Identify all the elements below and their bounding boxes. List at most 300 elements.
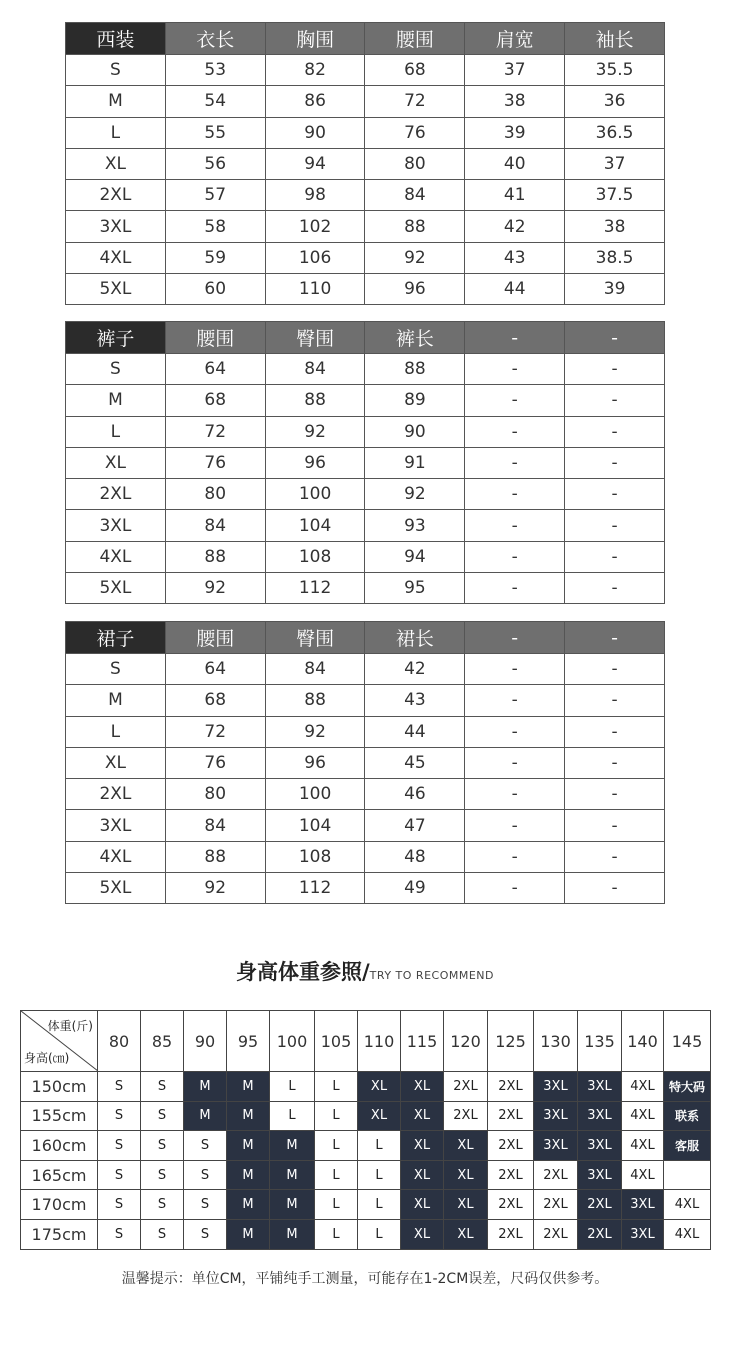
weight-header: 120 — [444, 1011, 488, 1072]
table-row — [66, 447, 665, 478]
height-row — [21, 1072, 711, 1102]
table-cell: 88 — [265, 385, 365, 416]
table-cell: 37.5 — [565, 180, 665, 211]
size-label: 2XL — [66, 479, 166, 510]
table-cell: 100 — [265, 779, 365, 810]
size-cell: S — [98, 1101, 141, 1131]
table-cell: - — [565, 747, 665, 778]
table-cell: - — [465, 447, 565, 478]
table-cell: - — [465, 416, 565, 447]
size-cell: 2XL — [488, 1131, 534, 1161]
table-cell: - — [465, 510, 565, 541]
height-label: 150cm — [21, 1072, 98, 1102]
table-cell: - — [565, 685, 665, 716]
table-cell: 84 — [365, 180, 465, 211]
table-cell: - — [565, 447, 665, 478]
table-row — [66, 873, 665, 904]
table-cell: 80 — [165, 779, 265, 810]
table-header-row — [66, 322, 665, 354]
size-cell: M — [227, 1101, 270, 1131]
column-header: 胸围 — [265, 23, 365, 55]
size-label: S — [66, 654, 166, 685]
table-cell: 42 — [365, 654, 465, 685]
column-header: 腰围 — [365, 23, 465, 55]
table-cell: 91 — [365, 447, 465, 478]
size-cell: S — [98, 1160, 141, 1190]
pants-size-table — [65, 321, 665, 604]
table-cell: 80 — [165, 479, 265, 510]
corner-weight-label: 体重(斤) — [47, 1019, 93, 1033]
size-cell: 2XL — [488, 1190, 534, 1220]
size-cell: XL — [401, 1101, 444, 1131]
table-cell: - — [465, 385, 565, 416]
table-cell: 64 — [165, 354, 265, 385]
table-cell: 84 — [265, 354, 365, 385]
table-cell: 53 — [165, 55, 265, 86]
table-cell: 48 — [365, 841, 465, 872]
table-row — [66, 779, 665, 810]
size-cell: 2XL — [488, 1101, 534, 1131]
table-cell: 38 — [565, 211, 665, 242]
column-header: 衣长 — [165, 23, 265, 55]
size-label: L — [66, 117, 166, 148]
table-cell: - — [565, 385, 665, 416]
size-cell: XL — [401, 1219, 444, 1249]
table-cell: 100 — [265, 479, 365, 510]
recommend-title-sub: TRY TO RECOMMEND — [369, 969, 494, 982]
size-cell: L — [358, 1131, 401, 1161]
size-cell: M — [227, 1131, 270, 1161]
size-cell: 4XL — [622, 1101, 664, 1131]
size-cell: XL — [444, 1219, 488, 1249]
table-cell: - — [465, 716, 565, 747]
weight-header: 145 — [664, 1011, 711, 1072]
table-header-row — [66, 23, 665, 55]
table-cell: 108 — [265, 841, 365, 872]
table-cell: 88 — [365, 354, 465, 385]
table-cell: 96 — [265, 747, 365, 778]
table-cell: - — [465, 541, 565, 572]
table-cell: 38.5 — [565, 242, 665, 273]
size-cell: 3XL — [578, 1072, 622, 1102]
table-row — [66, 55, 665, 86]
table-cell: 80 — [365, 148, 465, 179]
table-row — [66, 416, 665, 447]
size-label: 3XL — [66, 211, 166, 242]
size-cell: 4XL — [664, 1219, 711, 1249]
size-label: 4XL — [66, 242, 166, 273]
table-cell: 106 — [265, 242, 365, 273]
table-cell: - — [565, 510, 665, 541]
table-cell: 59 — [165, 242, 265, 273]
column-header: - — [565, 622, 665, 654]
column-header: 裤子 — [66, 322, 166, 354]
size-cell: XL — [444, 1131, 488, 1161]
table-row — [66, 180, 665, 211]
table-cell: 42 — [465, 211, 565, 242]
size-cell: XL — [444, 1160, 488, 1190]
table-cell: - — [565, 841, 665, 872]
size-cell: 3XL — [622, 1190, 664, 1220]
height-weight-table — [20, 1010, 711, 1250]
table-cell: 41 — [465, 180, 565, 211]
table-cell: 94 — [365, 541, 465, 572]
table-cell: 56 — [165, 148, 265, 179]
table-row — [66, 510, 665, 541]
table-cell: - — [565, 654, 665, 685]
table-row — [66, 117, 665, 148]
table-cell: 38 — [465, 86, 565, 117]
table-cell: - — [465, 479, 565, 510]
table-header-row — [66, 622, 665, 654]
size-cell: M — [270, 1190, 315, 1220]
table-cell: 98 — [265, 180, 365, 211]
table-cell: - — [465, 354, 565, 385]
table-cell: 37 — [565, 148, 665, 179]
size-cell: S — [98, 1190, 141, 1220]
table-cell: 72 — [365, 86, 465, 117]
size-cell: XL — [401, 1190, 444, 1220]
size-cell: XL — [358, 1101, 401, 1131]
table-cell: 104 — [265, 510, 365, 541]
size-cell: 2XL — [534, 1160, 578, 1190]
column-header: 肩宽 — [465, 23, 565, 55]
size-cell: M — [270, 1131, 315, 1161]
height-row — [21, 1219, 711, 1249]
size-cell: 2XL — [488, 1219, 534, 1249]
size-cell: 4XL — [622, 1072, 664, 1102]
size-cell: L — [315, 1101, 358, 1131]
table-cell: - — [565, 873, 665, 904]
table-row — [66, 211, 665, 242]
table-cell: 92 — [165, 873, 265, 904]
column-header: 袖长 — [565, 23, 665, 55]
column-header: 裙长 — [365, 622, 465, 654]
size-cell: S — [141, 1131, 184, 1161]
height-row — [21, 1190, 711, 1220]
height-row — [21, 1101, 711, 1131]
table-cell: 55 — [165, 117, 265, 148]
table-cell: 88 — [165, 541, 265, 572]
weight-header: 115 — [401, 1011, 444, 1072]
size-cell: 3XL — [578, 1131, 622, 1161]
table-cell: 40 — [465, 148, 565, 179]
table-cell: 49 — [365, 873, 465, 904]
table-cell: 95 — [365, 573, 465, 604]
size-label: 3XL — [66, 510, 166, 541]
size-cell: S — [184, 1160, 227, 1190]
size-cell: XL — [401, 1131, 444, 1161]
size-cell: S — [141, 1101, 184, 1131]
table-cell: 84 — [265, 654, 365, 685]
weight-header: 80 — [98, 1011, 141, 1072]
weight-header: 140 — [622, 1011, 664, 1072]
size-label: 5XL — [66, 274, 166, 305]
size-cell: 2XL — [578, 1219, 622, 1249]
empty-cell — [664, 1160, 711, 1190]
size-cell: M — [270, 1160, 315, 1190]
table-cell: 92 — [265, 416, 365, 447]
size-cell: 2XL — [578, 1190, 622, 1220]
recommend-title — [0, 956, 730, 986]
size-label: M — [66, 86, 166, 117]
size-cell: 2XL — [444, 1101, 488, 1131]
table-cell: - — [565, 779, 665, 810]
table-cell: 112 — [265, 873, 365, 904]
table-cell: - — [465, 810, 565, 841]
table-row — [66, 354, 665, 385]
size-cell: M — [227, 1160, 270, 1190]
size-cell: 3XL — [578, 1101, 622, 1131]
table-cell: 110 — [265, 274, 365, 305]
size-cell: 3XL — [534, 1072, 578, 1102]
table-cell: 36.5 — [565, 117, 665, 148]
size-cell: 4XL — [622, 1131, 664, 1161]
table-row — [66, 385, 665, 416]
table-cell: 86 — [265, 86, 365, 117]
size-cell: 3XL — [534, 1131, 578, 1161]
table-cell: 88 — [165, 841, 265, 872]
size-cell: S — [184, 1131, 227, 1161]
table-cell: 47 — [365, 810, 465, 841]
size-cell: S — [141, 1160, 184, 1190]
weight-header: 90 — [184, 1011, 227, 1072]
recommend-title-main: 身高体重参照/ — [236, 960, 370, 984]
size-cell: L — [315, 1160, 358, 1190]
size-cell: 2XL — [534, 1190, 578, 1220]
size-cell: M — [184, 1072, 227, 1102]
table-row — [66, 841, 665, 872]
table-cell: - — [465, 685, 565, 716]
suit-size-table — [65, 22, 665, 305]
table-cell: 45 — [365, 747, 465, 778]
size-cell: L — [315, 1190, 358, 1220]
table-cell: - — [465, 841, 565, 872]
column-header: 腰围 — [165, 322, 265, 354]
size-cell: 2XL — [444, 1072, 488, 1102]
table-cell: 92 — [365, 242, 465, 273]
size-cell: XL — [444, 1190, 488, 1220]
table-row — [66, 479, 665, 510]
size-cell: 2XL — [488, 1160, 534, 1190]
size-cell: S — [141, 1219, 184, 1249]
size-cell: S — [184, 1219, 227, 1249]
table-cell: 90 — [365, 416, 465, 447]
table-cell: 82 — [265, 55, 365, 86]
special-size-note: 客服 — [664, 1131, 711, 1161]
size-label: L — [66, 716, 166, 747]
column-header: - — [465, 322, 565, 354]
special-size-note: 联系 — [664, 1101, 711, 1131]
table-cell: 93 — [365, 510, 465, 541]
size-cell: L — [315, 1072, 358, 1102]
size-cell: S — [98, 1131, 141, 1161]
size-cell: 3XL — [534, 1101, 578, 1131]
table-cell: 84 — [165, 510, 265, 541]
table-cell: 44 — [365, 716, 465, 747]
table-cell: 76 — [165, 747, 265, 778]
table-cell: - — [565, 573, 665, 604]
table-cell: - — [465, 779, 565, 810]
table-cell: 94 — [265, 148, 365, 179]
table-cell: 35.5 — [565, 55, 665, 86]
column-header: 腰围 — [165, 622, 265, 654]
column-header: 臀围 — [265, 322, 365, 354]
size-label: XL — [66, 447, 166, 478]
size-label: 2XL — [66, 180, 166, 211]
size-label: 4XL — [66, 841, 166, 872]
weight-header: 105 — [315, 1011, 358, 1072]
size-cell: S — [98, 1219, 141, 1249]
table-cell: 44 — [465, 274, 565, 305]
size-cell: XL — [401, 1072, 444, 1102]
table-cell: 58 — [165, 211, 265, 242]
size-label: 5XL — [66, 573, 166, 604]
weight-header: 100 — [270, 1011, 315, 1072]
weight-header: 135 — [578, 1011, 622, 1072]
size-label: 5XL — [66, 873, 166, 904]
table-cell: 43 — [465, 242, 565, 273]
size-cell: 4XL — [664, 1190, 711, 1220]
size-label: 2XL — [66, 779, 166, 810]
size-label: 3XL — [66, 810, 166, 841]
table-cell: 57 — [165, 180, 265, 211]
weight-header: 130 — [534, 1011, 578, 1072]
table-cell: 96 — [365, 274, 465, 305]
table-cell: 96 — [265, 447, 365, 478]
table-cell: 84 — [165, 810, 265, 841]
table-cell: - — [465, 654, 565, 685]
table-row — [66, 685, 665, 716]
table-cell: 88 — [265, 685, 365, 716]
table-row — [66, 86, 665, 117]
table-cell: - — [565, 354, 665, 385]
weight-header: 125 — [488, 1011, 534, 1072]
height-row — [21, 1160, 711, 1190]
table-cell: 72 — [165, 716, 265, 747]
table-cell: 112 — [265, 573, 365, 604]
table-cell: - — [565, 810, 665, 841]
weight-header: 95 — [227, 1011, 270, 1072]
table-cell: 89 — [365, 385, 465, 416]
table-cell: - — [565, 541, 665, 572]
table-row — [66, 654, 665, 685]
table-cell: 39 — [565, 274, 665, 305]
table-cell: 54 — [165, 86, 265, 117]
size-label: L — [66, 416, 166, 447]
size-cell: L — [358, 1219, 401, 1249]
size-cell: L — [315, 1131, 358, 1161]
table-cell: - — [565, 716, 665, 747]
table-row — [66, 810, 665, 841]
size-cell: L — [315, 1219, 358, 1249]
table-cell: 102 — [265, 211, 365, 242]
table-cell: 88 — [365, 211, 465, 242]
table-cell: - — [465, 747, 565, 778]
table-row — [66, 716, 665, 747]
height-label: 160cm — [21, 1131, 98, 1161]
table-cell: 37 — [465, 55, 565, 86]
table-cell: 92 — [165, 573, 265, 604]
table-cell: 46 — [365, 779, 465, 810]
column-header: 裙子 — [66, 622, 166, 654]
table-cell: 68 — [365, 55, 465, 86]
size-cell: L — [358, 1190, 401, 1220]
table-cell: 68 — [165, 685, 265, 716]
special-size-note: 特大码 — [664, 1072, 711, 1102]
size-cell: XL — [358, 1072, 401, 1102]
size-cell: L — [270, 1072, 315, 1102]
column-header: - — [565, 322, 665, 354]
footer-note: 温馨提示：单位CM，平铺纯手工测量，可能存在1-2CM误差，尺码仅供参考。 — [121, 1271, 609, 1287]
size-cell: S — [141, 1072, 184, 1102]
table-cell: 108 — [265, 541, 365, 572]
size-cell: 2XL — [534, 1219, 578, 1249]
table-cell: 92 — [365, 479, 465, 510]
size-label: XL — [66, 747, 166, 778]
table-cell: - — [565, 416, 665, 447]
table-cell: - — [565, 479, 665, 510]
weight-header-row — [21, 1011, 711, 1072]
table-cell: - — [465, 873, 565, 904]
size-label: M — [66, 385, 166, 416]
table-row — [66, 541, 665, 572]
size-cell: L — [358, 1160, 401, 1190]
table-cell: 90 — [265, 117, 365, 148]
table-row — [66, 242, 665, 273]
table-cell: 104 — [265, 810, 365, 841]
table-cell: - — [465, 573, 565, 604]
weight-header: 110 — [358, 1011, 401, 1072]
table-cell: 72 — [165, 416, 265, 447]
size-cell: S — [98, 1072, 141, 1102]
size-cell: M — [184, 1101, 227, 1131]
size-cell: M — [227, 1219, 270, 1249]
weight-header: 85 — [141, 1011, 184, 1072]
size-cell: L — [270, 1101, 315, 1131]
skirt-size-table — [65, 621, 665, 904]
size-cell: XL — [401, 1160, 444, 1190]
size-cell: 2XL — [488, 1072, 534, 1102]
size-cell: S — [184, 1190, 227, 1220]
column-header: 裤长 — [365, 322, 465, 354]
column-header: 臀围 — [265, 622, 365, 654]
table-row — [66, 747, 665, 778]
height-label: 165cm — [21, 1160, 98, 1190]
table-cell: 43 — [365, 685, 465, 716]
height-row — [21, 1131, 711, 1161]
table-row — [66, 274, 665, 305]
table-cell: 92 — [265, 716, 365, 747]
size-label: S — [66, 354, 166, 385]
table-row — [66, 148, 665, 179]
height-label: 155cm — [21, 1101, 98, 1131]
size-label: M — [66, 685, 166, 716]
size-cell: 3XL — [622, 1219, 664, 1249]
table-cell: 60 — [165, 274, 265, 305]
height-label: 175cm — [21, 1219, 98, 1249]
table-row — [66, 573, 665, 604]
size-label: XL — [66, 148, 166, 179]
table-cell: 64 — [165, 654, 265, 685]
table-cell: 76 — [365, 117, 465, 148]
size-cell: M — [227, 1072, 270, 1102]
table-cell: 68 — [165, 385, 265, 416]
table-cell: 76 — [165, 447, 265, 478]
corner-cell — [21, 1011, 98, 1072]
size-cell: 4XL — [622, 1160, 664, 1190]
height-label: 170cm — [21, 1190, 98, 1220]
